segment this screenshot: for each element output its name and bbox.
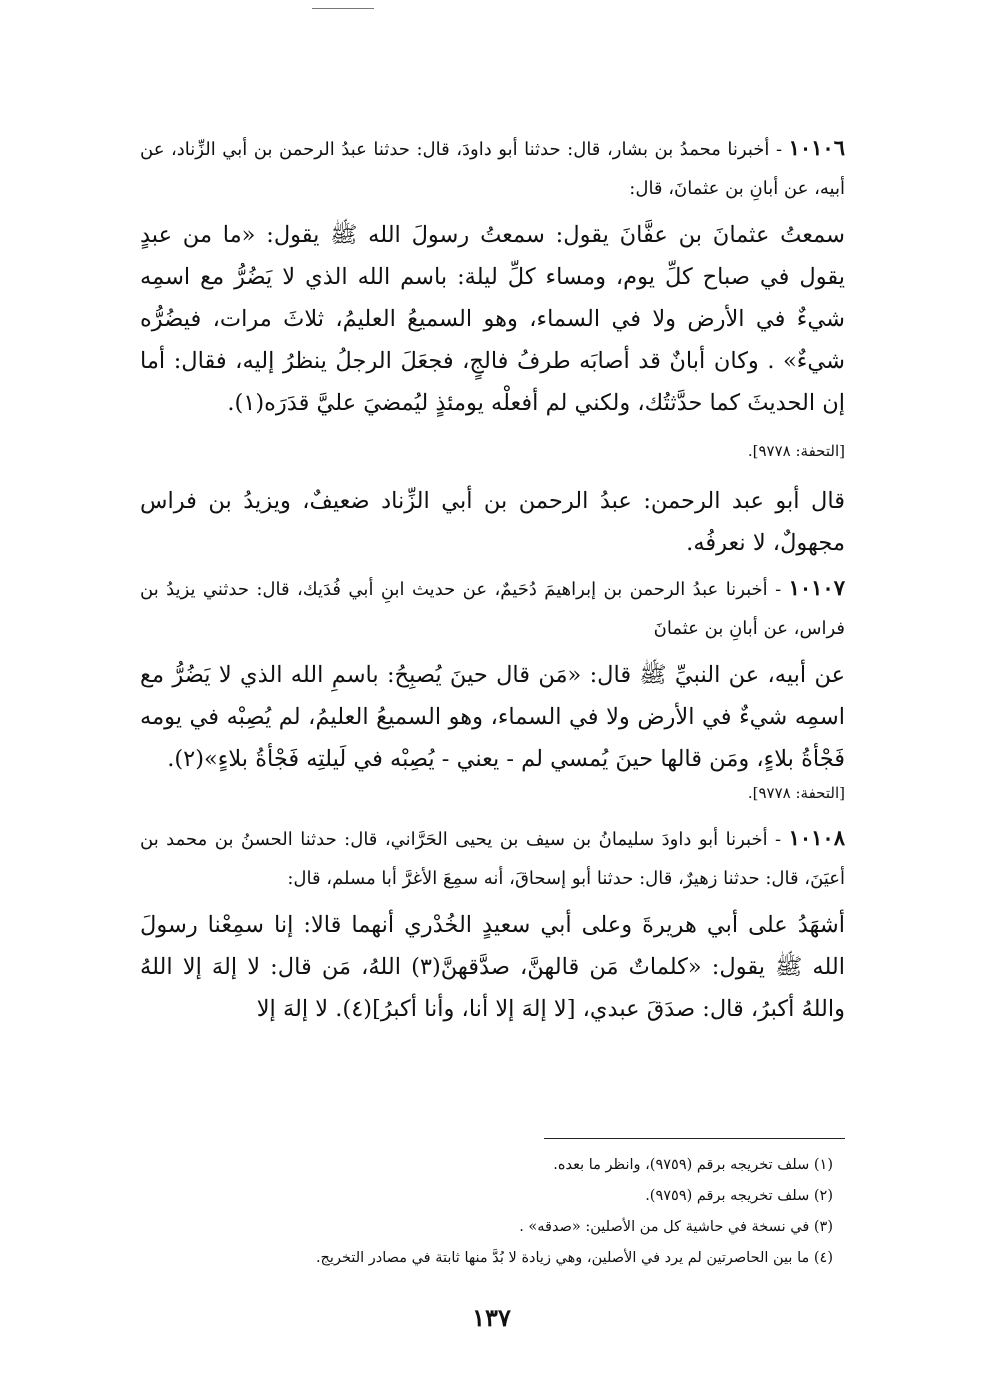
footnote-1: (١) سلف تخريجه برقم (٩٧٥٩)، وانظر ما بعده. — [553, 1157, 833, 1173]
hadith-10107-matn: عن أبيه، عن النبيِّ ﷺ قال: «مَن قال حينَ يُصبِحُ: باسمِ الله الذي لا يَضُرُّ مع اسمِه شيءٌ في الأرض ولا في السماء، وهو السميعُ العليمُ، لم يُصِبْه في يومه فَجْأةُ بلاءٍ، ومَن قالها حينَ يُمسي لم - يعني - يُصِبْه في لَيلتِه فَجْأةُ بلاءٍ»(٢). — [140, 662, 845, 772]
hadith-10108-matn: أشهَدُ على أبي هريرةَ وعلى أبي سعيدٍ الخُدْري أنهما قالا: إنا سمِعْنا رسولَ الله ﷺ يقول: «كلماتٌ مَن قالهنَّ، صدَّقهنَّ(٣) اللهُ، مَن قال: لا إلهَ إلا اللهُ واللهُ أكبرُ، قال: صدَقَ عبدي، [لا إلهَ إلا أنا، وأنا أكبرُ](٤). لا إلهَ إلا — [140, 912, 845, 1022]
footnote-3: (٣) في نسخة في حاشية كل من الأصلين: «صدقه» . — [519, 1219, 833, 1235]
tuhfa-reference: [التحفة: ٩٧٧٨]. — [747, 784, 845, 802]
main-text — [140, 128, 845, 1030]
hadith-number: ١٠١٠٨ — [788, 825, 845, 850]
hadith-number: ١٠١٠٦ — [788, 135, 845, 160]
isnad-text: - أخبرنا محمدُ بن بشار، قال: حدثنا أبو داودَ، قال: حدثنا عبدُ الرحمن بن أبي الزِّناد، عن أبيه، عن أبانِ بن عثمانَ، قال: — [140, 139, 845, 199]
hadith-10106-isnad — [140, 128, 845, 208]
footnote-2: (٢) سلف تخريجه برقم (٩٧٥٩). — [645, 1188, 833, 1204]
footnotes — [140, 1150, 833, 1274]
footnote-4: (٤) ما بين الحاصرتين لم يرد في الأصلين، وهي زيادة لا بُدَّ منها ثابتة في مصادر التخريج. — [315, 1250, 833, 1266]
hadith-10107-isnad — [140, 568, 845, 648]
hadith-10108-isnad — [140, 818, 845, 898]
tuhfa-reference: [التحفة: ٩٧٧٨]. — [747, 442, 845, 460]
top-rule — [312, 8, 374, 9]
page-number: ١٣٧ — [472, 1303, 511, 1332]
hadith-number: ١٠١٠٧ — [788, 575, 845, 600]
author-comment: قال أبو عبد الرحمن: عبدُ الرحمن بن أبي الزِّناد ضعيفٌ، ويزيدُ بن فراس مجهولٌ، لا نعرفُه. — [140, 488, 845, 556]
footnote-separator — [544, 1138, 845, 1139]
isnad-text: - أخبرنا عبدُ الرحمن بن إبراهيمَ دُحَيمٌ، عن حديث ابنِ أبي فُدَيك، قال: حدثني يزيدُ بن فراس، عن أبانِ بن عثمانَ — [140, 579, 845, 639]
hadith-10106-matn: سمعتُ عثمانَ بن عفَّانَ يقول: سمعتُ رسولَ الله ﷺ يقول: «ما من عبدٍ يقول في صباح كلِّ يوم، ومساء كلِّ ليلة: باسم الله الذي لا يَضُرُّ مع اسمِه شيءٌ في الأرض ولا في السماء، وهو السميعُ العليمُ، ثلاثَ مرات، فيضُرُّه شيءٌ» . وكان أبانٌ قد أصابَه طرفُ فالجٍ، فجعَلَ الرجلُ ينظرُ إليه، فقال: أما إن الحديثَ كما حدَّثتُك، ولكني لم أفعلْه يومئذٍ ليُمضيَ عليَّ قدَرَه(١). — [140, 222, 845, 416]
isnad-text: - أخبرنا أبو داودَ سليمانُ بن سيف بن يحيى الحَرَّاني، قال: حدثنا الحسنُ بن محمد بن أعيَنَ، قال: حدثنا زهيرٌ، قال: حدثنا أبو إسحاقَ، أنه سمِعَ الأغرَّ أبا مسلم، قال: — [140, 829, 845, 889]
